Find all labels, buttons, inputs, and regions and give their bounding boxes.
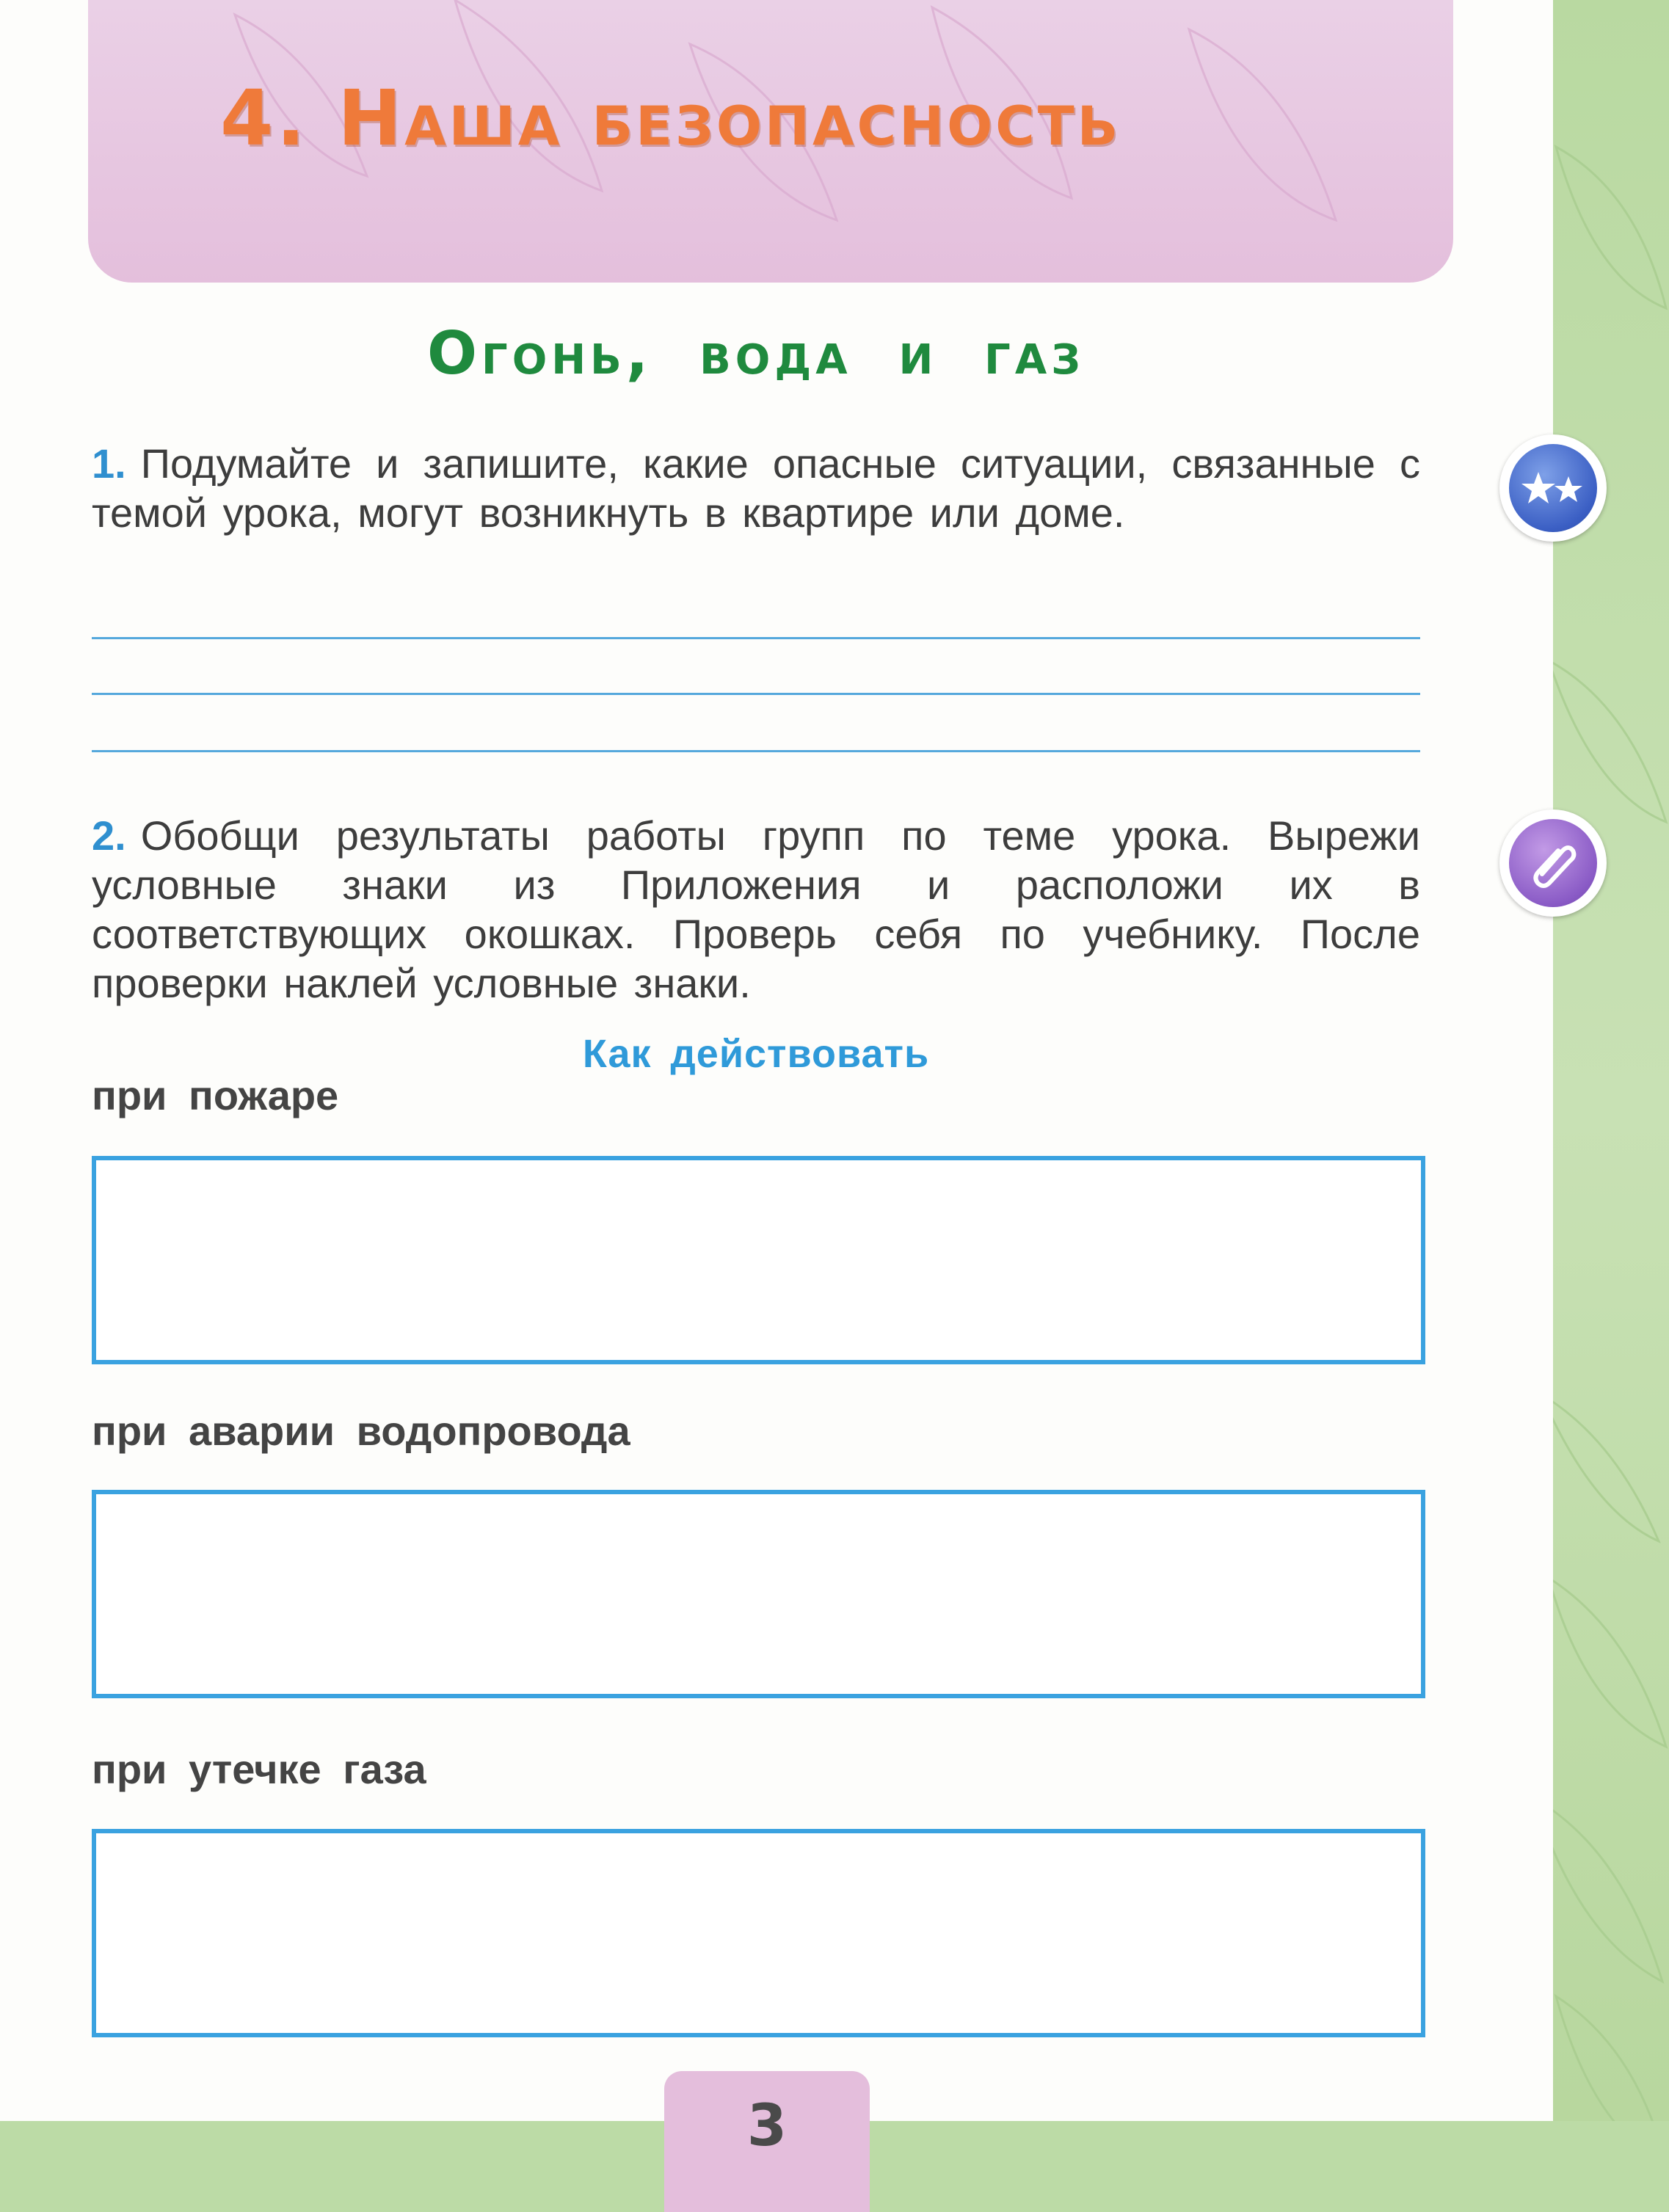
task-1-number: 1.: [92, 440, 126, 487]
task-1: [92, 439, 1420, 537]
gas-sticker-box[interactable]: [92, 1829, 1425, 2037]
stars-badge: [1499, 434, 1607, 542]
answer-line-1[interactable]: [92, 637, 1420, 639]
chapter-banner: [88, 0, 1453, 283]
water-label: при аварии водопровода: [92, 1408, 630, 1454]
paperclip-icon: [1509, 819, 1597, 907]
section-title: Огонь, вода и газ: [427, 319, 1085, 388]
task-2: [92, 811, 1420, 1008]
stars-icon: [1509, 444, 1597, 532]
answer-line-3[interactable]: [92, 750, 1420, 752]
page-number-tab: [664, 2071, 870, 2212]
gas-label: при утечке газа: [92, 1746, 426, 1792]
howto-heading: Как действовать: [582, 1032, 930, 1076]
answer-line-2[interactable]: [92, 693, 1420, 695]
task-2-text: Обобщи результаты работы групп по теме урока. Вырежи условные знаки из Приложения и расположи их в соответствующих окошках. Проверь себя по учебнику. После проверки наклей условные знаки.: [92, 812, 1420, 1006]
water-sticker-box[interactable]: [92, 1490, 1425, 1698]
clip-badge: [1499, 810, 1607, 917]
chapter-title: 4. Наша безопасность: [220, 73, 1121, 163]
fire-sticker-box[interactable]: [92, 1156, 1425, 1364]
task-2-number: 2.: [92, 812, 126, 859]
fire-label: при пожаре: [92, 1072, 339, 1118]
page-number: 3: [746, 2093, 788, 2159]
task-1-text: Подумайте и запишите, какие опасные ситуации, связанные с темой урока, могут возникнуть в квартире или доме.: [92, 440, 1420, 536]
